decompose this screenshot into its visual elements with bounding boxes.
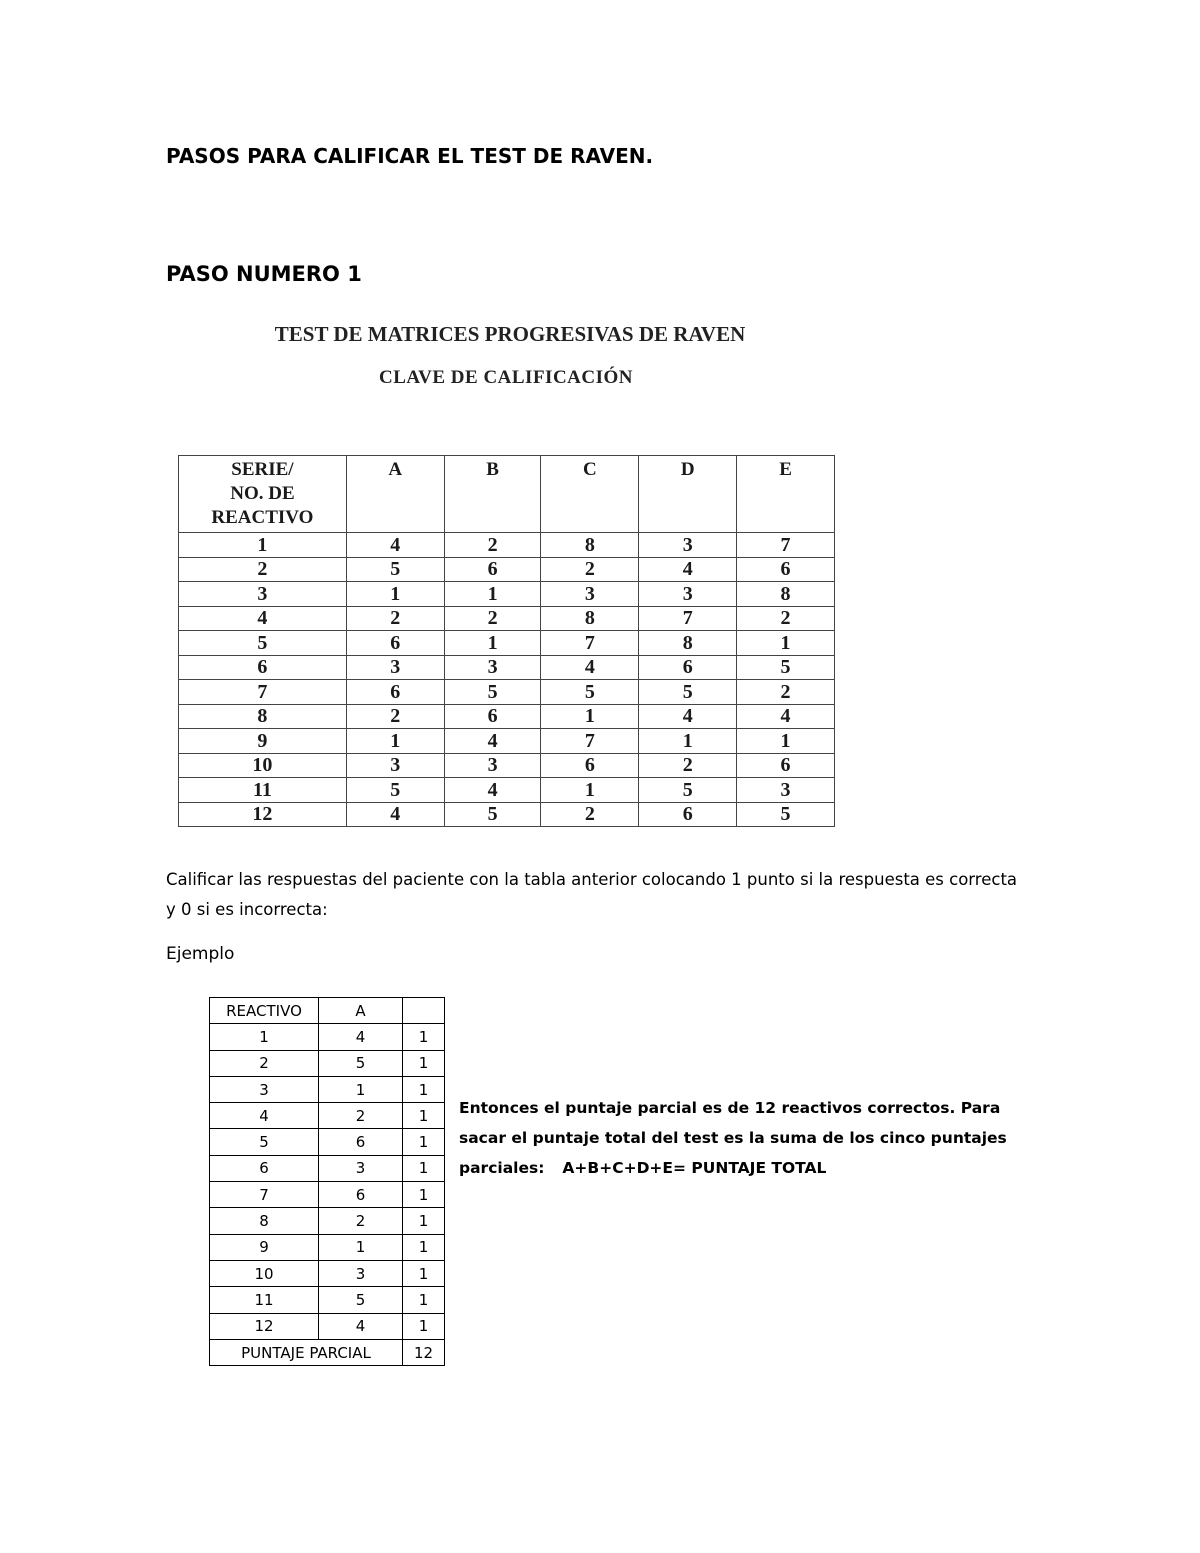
table-row xyxy=(179,631,835,656)
item-number-cell: 4 xyxy=(179,606,347,631)
answer-cell: 3 xyxy=(346,655,444,680)
answer-cell: 2 xyxy=(444,533,541,558)
table-row xyxy=(210,1024,445,1050)
item-number-cell: 2 xyxy=(179,557,347,582)
answer-cell: 6 xyxy=(639,802,737,827)
item-number-cell: 9 xyxy=(179,729,347,754)
answer-cell: 7 xyxy=(541,729,639,754)
answer-cell: 5 xyxy=(444,802,541,827)
table-row xyxy=(210,1313,445,1339)
answer-cell: 5 xyxy=(541,680,639,705)
series-header-e: E xyxy=(737,456,835,533)
example-table xyxy=(209,997,445,1366)
answer-cell: 6 xyxy=(346,631,444,656)
point-cell: 1 xyxy=(403,1313,445,1339)
response-cell: 6 xyxy=(319,1129,403,1155)
header-line: SERIE/ xyxy=(231,459,294,480)
answer-cell: 7 xyxy=(737,533,835,558)
item-number-cell: 3 xyxy=(210,1076,319,1102)
scoring-key-table xyxy=(178,455,835,827)
table-row xyxy=(179,582,835,607)
scoring-key-header-row xyxy=(179,456,835,533)
answer-cell: 3 xyxy=(444,655,541,680)
item-number-cell: 7 xyxy=(179,680,347,705)
item-number-cell: 8 xyxy=(179,704,347,729)
table-row xyxy=(210,1208,445,1234)
partial-score-value: 12 xyxy=(403,1339,445,1365)
series-header-d: D xyxy=(639,456,737,533)
series-item-header xyxy=(179,456,347,533)
table-row xyxy=(210,1129,445,1155)
item-number-cell: 5 xyxy=(210,1129,319,1155)
answer-cell: 2 xyxy=(639,753,737,778)
item-number-cell: 10 xyxy=(210,1260,319,1286)
response-cell: 6 xyxy=(319,1182,403,1208)
table-row xyxy=(210,1076,445,1102)
answer-cell: 8 xyxy=(541,606,639,631)
answer-cell: 4 xyxy=(346,533,444,558)
answer-cell: 4 xyxy=(639,704,737,729)
response-cell: 4 xyxy=(319,1313,403,1339)
answer-cell: 1 xyxy=(346,582,444,607)
item-number-cell: 11 xyxy=(210,1287,319,1313)
table-row xyxy=(210,1103,445,1129)
point-cell: 1 xyxy=(403,1076,445,1102)
instruction-text: Calificar las respuestas del paciente con la tabla anterior colocando 1 punto si la respuesta es correcta y 0 si es incorrecta: xyxy=(166,870,1018,919)
point-cell: 1 xyxy=(403,1234,445,1260)
answer-cell: 5 xyxy=(737,802,835,827)
item-number-cell: 6 xyxy=(179,655,347,680)
answer-cell: 3 xyxy=(639,533,737,558)
answer-cell: 5 xyxy=(346,778,444,803)
answer-cell: 6 xyxy=(541,753,639,778)
table-row xyxy=(179,729,835,754)
answer-cell: 4 xyxy=(346,802,444,827)
item-number-cell: 2 xyxy=(210,1050,319,1076)
response-cell: 2 xyxy=(319,1103,403,1129)
item-number-cell: 6 xyxy=(210,1155,319,1181)
table-row xyxy=(179,680,835,705)
table-row xyxy=(179,533,835,558)
step-heading: PASO NUMERO 1 xyxy=(166,262,362,286)
response-cell: 5 xyxy=(319,1050,403,1076)
answer-cell: 2 xyxy=(444,606,541,631)
answer-cell: 4 xyxy=(541,655,639,680)
partial-score-label: PUNTAJE PARCIAL xyxy=(210,1339,403,1365)
answer-cell: 7 xyxy=(639,606,737,631)
example-header-item: REACTIVO xyxy=(210,998,319,1024)
table-row xyxy=(210,1155,445,1181)
answer-cell: 3 xyxy=(444,753,541,778)
table-row xyxy=(179,557,835,582)
example-header-score xyxy=(403,998,445,1024)
answer-cell: 1 xyxy=(444,582,541,607)
series-header-a: A xyxy=(346,456,444,533)
answer-cell: 5 xyxy=(346,557,444,582)
answer-cell: 4 xyxy=(639,557,737,582)
example-label: Ejemplo xyxy=(166,944,235,964)
answer-cell: 5 xyxy=(639,680,737,705)
item-number-cell: 1 xyxy=(179,533,347,558)
point-cell: 1 xyxy=(403,1208,445,1234)
point-cell: 1 xyxy=(403,1287,445,1313)
answer-cell: 4 xyxy=(737,704,835,729)
table-row xyxy=(210,1050,445,1076)
key-image-title: TEST DE MATRICES PROGRESIVAS DE RAVEN xyxy=(274,322,746,346)
table-row xyxy=(179,606,835,631)
example-header-series: A xyxy=(319,998,403,1024)
point-cell: 1 xyxy=(403,1260,445,1286)
answer-cell: 1 xyxy=(444,631,541,656)
response-cell: 1 xyxy=(319,1076,403,1102)
item-number-cell: 4 xyxy=(210,1103,319,1129)
total-score-formula: A+B+C+D+E= PUNTAJE TOTAL xyxy=(562,1159,827,1177)
answer-cell: 2 xyxy=(737,680,835,705)
answer-cell: 3 xyxy=(639,582,737,607)
answer-cell: 3 xyxy=(541,582,639,607)
answer-cell: 2 xyxy=(541,802,639,827)
item-number-cell: 1 xyxy=(210,1024,319,1050)
table-row xyxy=(210,1287,445,1313)
answer-cell: 6 xyxy=(444,704,541,729)
answer-cell: 5 xyxy=(639,778,737,803)
answer-cell: 8 xyxy=(541,533,639,558)
answer-cell: 5 xyxy=(737,655,835,680)
series-header-c: C xyxy=(541,456,639,533)
answer-cell: 6 xyxy=(346,680,444,705)
item-number-cell: 10 xyxy=(179,753,347,778)
table-row xyxy=(179,704,835,729)
point-cell: 1 xyxy=(403,1155,445,1181)
table-row xyxy=(179,655,835,680)
answer-cell: 3 xyxy=(346,753,444,778)
answer-cell: 3 xyxy=(737,778,835,803)
table-row xyxy=(210,1234,445,1260)
series-header-b: B xyxy=(444,456,541,533)
header-line: REACTIVO xyxy=(211,507,314,528)
answer-cell: 2 xyxy=(737,606,835,631)
point-cell: 1 xyxy=(403,1050,445,1076)
answer-cell: 5 xyxy=(444,680,541,705)
point-cell: 1 xyxy=(403,1129,445,1155)
total-score-note xyxy=(459,1093,1039,1183)
point-cell: 1 xyxy=(403,1024,445,1050)
answer-cell: 1 xyxy=(541,704,639,729)
response-cell: 3 xyxy=(319,1260,403,1286)
answer-cell: 4 xyxy=(444,729,541,754)
table-row xyxy=(179,753,835,778)
table-row xyxy=(210,1182,445,1208)
table-row xyxy=(179,778,835,803)
example-header-row xyxy=(210,998,445,1024)
answer-cell: 4 xyxy=(444,778,541,803)
answer-cell: 7 xyxy=(541,631,639,656)
answer-cell: 1 xyxy=(737,729,835,754)
item-number-cell: 8 xyxy=(210,1208,319,1234)
total-score-explanation: Entonces el puntaje parcial es de 12 reactivos correctos. Para sacar el puntaje total del test es la suma de los cinco puntajes parciales: xyxy=(459,1099,1007,1177)
answer-cell: 8 xyxy=(639,631,737,656)
point-cell: 1 xyxy=(403,1182,445,1208)
key-image-subtitle: CLAVE DE CALIFICACIÓN xyxy=(378,367,634,388)
item-number-cell: 11 xyxy=(179,778,347,803)
answer-cell: 6 xyxy=(444,557,541,582)
answer-cell: 6 xyxy=(737,557,835,582)
item-number-cell: 3 xyxy=(179,582,347,607)
item-number-cell: 9 xyxy=(210,1234,319,1260)
answer-cell: 8 xyxy=(737,582,835,607)
table-row xyxy=(210,1260,445,1286)
answer-cell: 6 xyxy=(639,655,737,680)
answer-cell: 6 xyxy=(737,753,835,778)
document-title: PASOS PARA CALIFICAR EL TEST DE RAVEN. xyxy=(166,144,654,168)
response-cell: 3 xyxy=(319,1155,403,1181)
item-number-cell: 12 xyxy=(179,802,347,827)
response-cell: 2 xyxy=(319,1208,403,1234)
answer-cell: 1 xyxy=(737,631,835,656)
item-number-cell: 7 xyxy=(210,1182,319,1208)
response-cell: 5 xyxy=(319,1287,403,1313)
response-cell: 1 xyxy=(319,1234,403,1260)
answer-cell: 2 xyxy=(541,557,639,582)
point-cell: 1 xyxy=(403,1103,445,1129)
answer-cell: 2 xyxy=(346,606,444,631)
answer-cell: 1 xyxy=(346,729,444,754)
header-line: NO. DE xyxy=(230,483,295,504)
table-row xyxy=(179,802,835,827)
answer-cell: 1 xyxy=(541,778,639,803)
example-total-row xyxy=(210,1339,445,1365)
response-cell: 4 xyxy=(319,1024,403,1050)
item-number-cell: 5 xyxy=(179,631,347,656)
answer-cell: 2 xyxy=(346,704,444,729)
answer-cell: 1 xyxy=(639,729,737,754)
item-number-cell: 12 xyxy=(210,1313,319,1339)
